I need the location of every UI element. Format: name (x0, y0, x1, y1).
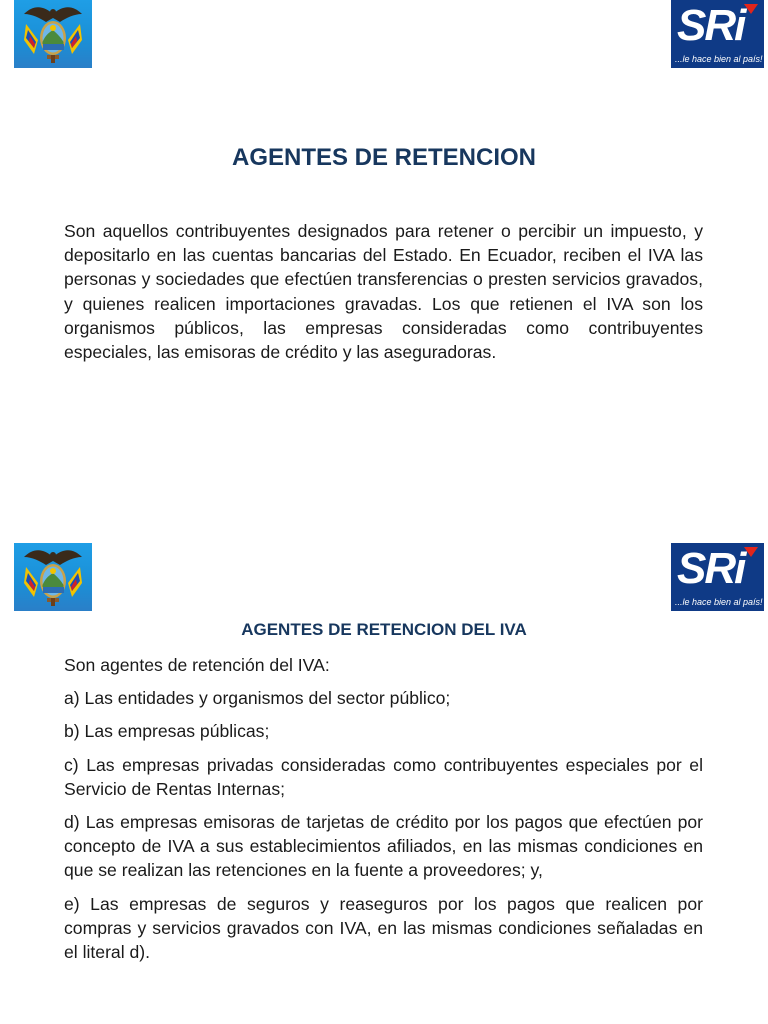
retention-agents-list (64, 653, 703, 973)
slide-agentes-retencion-iva (0, 540, 768, 1024)
coat-of-arms-icon (14, 543, 92, 611)
ecuador-coat-of-arms-logo (14, 543, 92, 611)
sri-red-triangle-icon (744, 547, 758, 557)
sri-logo (671, 0, 764, 68)
sri-red-triangle-icon (744, 4, 758, 14)
sri-logo-text: SRi (677, 1, 745, 50)
ecuador-coat-of-arms-logo (14, 0, 92, 68)
list-item: a) Las entidades y organismos del sector público; (64, 688, 451, 709)
list-item: d) Las empresas emisoras de tarjetas de crédito por los pagos que efectúen por concepto de IVA a sus establecimientos afiliados, en las mismas condiciones en que se realizan las retenciones en la fuente a proveedores; y, (64, 812, 703, 881)
list-item: e) Las empresas de seguros y reaseguros por los pagos que realicen por compras y servicios gravados con IVA, en las mismas condiciones señaladas en el literal d). (64, 893, 703, 963)
sri-logo (671, 543, 764, 611)
list-intro: Son agentes de retención del IVA: (64, 655, 330, 675)
page-title: AGENTES DE RETENCION (231, 144, 537, 171)
sri-tagline: ...le hace bien al país! (675, 54, 763, 64)
section-title: AGENTES DE RETENCION DEL IVA (241, 620, 527, 639)
list-item: b) Las empresas públicas; (64, 721, 270, 742)
list-item: c) Las empresas privadas consideradas como contribuyentes especiales por el Servicio de Rentas Internas; (64, 754, 703, 799)
definition-paragraph: Son aquellos contribuyentes designados para retener o percibir un impuesto, y depositarlo en las cuentas bancarias del Estado. En Ecuador, reciben el IVA las personas y sociedades que efectúen transferencias o presten servicios gravados, y quienes realicen importaciones gravadas. Los que retienen el IVA son los organismos públicos, las empresas consideradas como contribuyentes especiales, las emisoras de crédito y las aseguradoras. (64, 221, 703, 363)
sri-tagline: ...le hace bien al país! (675, 597, 763, 607)
sri-logo-text: SRi (677, 544, 745, 593)
coat-of-arms-icon (14, 0, 92, 68)
